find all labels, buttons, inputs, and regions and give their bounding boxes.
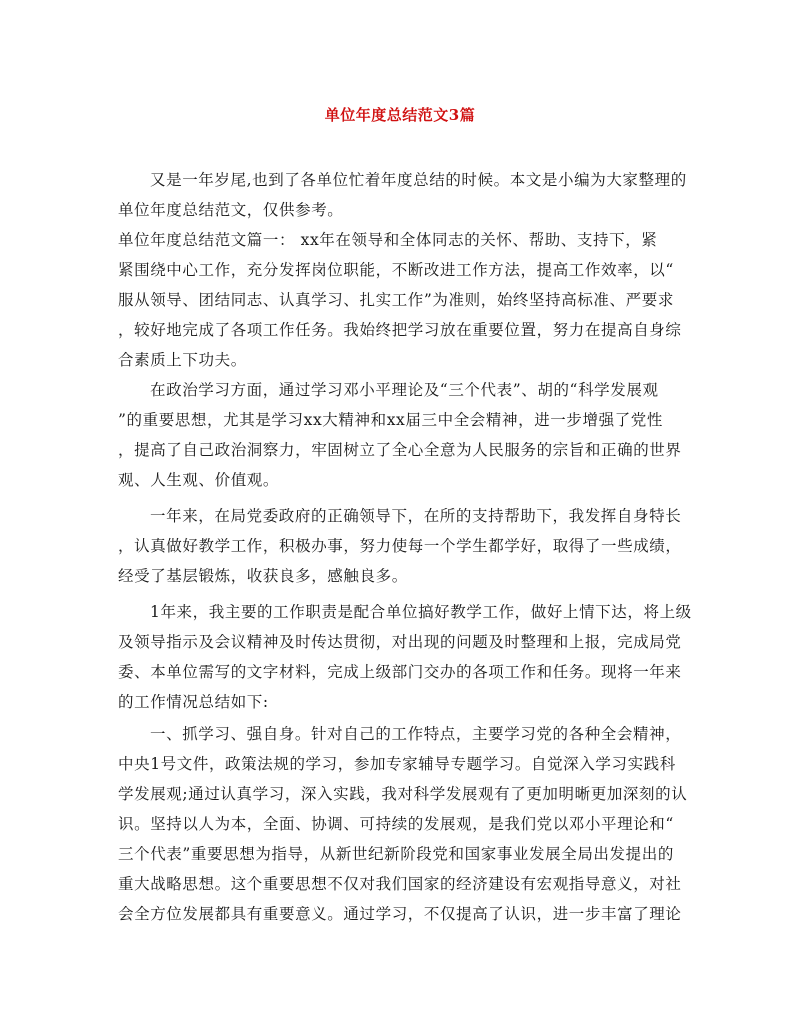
body-line: 在政治学习方面，通过学习邓小平理论及“三个代表”、胡的“科学发展观	[150, 381, 659, 399]
body-line: 及领导指示及会议精神及时传达贯彻，对出现的问题及时整理和上报，完成局党	[118, 633, 682, 651]
body-line: 一、抓学习、强自身。针对自己的工作特点，主要学习党的各种全会精神，	[150, 725, 682, 743]
body-line: 三个代表”重要思想为指导，从新世纪新阶段党和国家事业发展全局出发提出的	[118, 845, 674, 863]
body-line: ，提高了自己政治洞察力，牢固树立了全心全意为人民服务的宗旨和正确的世界	[118, 441, 682, 459]
body-line: ”的重要思想，尤其是学习xx大精神和xx届三中全会精神，进一步增强了党性	[118, 411, 663, 429]
body-line: 一年来，在局党委政府的正确领导下，在所的支持帮助下，我发挥自身特长	[150, 507, 682, 525]
body-line: ，较好地完成了各项工作任务。我始终把学习放在重要位置，努力在提高自身综	[118, 321, 682, 339]
body-line: 学发展观;通过认真学习，深入实践，我对科学发展观有了更加明晰更加深刻的认	[118, 785, 688, 803]
body-line: 经受了基层锻炼，收获良多，感触良多。	[118, 567, 408, 585]
body-line: 会全方位发展都具有重要意义。通过学习，不仅提高了认识，进一步丰富了理论	[118, 905, 682, 923]
body-line: 中央1号文件，政策法规的学习，参加专家辅导专题学习。自觉深入学习实践科	[118, 755, 676, 773]
body-line: 观、人生观、价值观。	[118, 471, 280, 489]
body-line: 的工作情况总结如下:	[118, 693, 269, 711]
document-title: 单位年度总结范文3篇	[324, 106, 476, 124]
body-line: 识。坚持以人为本，全面、协调、可持续的发展观，是我们党以邓小平理论和“	[118, 815, 674, 833]
body-line: 又是一年岁尾,也到了各单位忙着年度总结的时候。本文是小编为大家整理的	[150, 171, 687, 189]
body-line: 单位年度总结范文篇一： xx年在领导和全体同志的关怀、帮助、支持下，紧	[118, 231, 658, 249]
body-line: 合素质上下功夫。	[118, 351, 247, 369]
body-line: 紧围绕中心工作，充分发挥岗位职能，不断改进工作方法，提高工作效率，以“	[118, 261, 674, 279]
body-line: 单位年度总结范文，仅供参考。	[118, 201, 344, 219]
body-line: 1年来，我主要的工作职责是配合单位搞好教学工作，做好上情下达，将上级	[150, 603, 692, 621]
body-line: 重大战略思想。这个重要思想不仅对我们国家的经济建设有宏观指导意义，对社	[118, 875, 682, 893]
body-line: ，认真做好教学工作，积极办事，努力使每一个学生都学好，取得了一些成绩，	[118, 537, 682, 555]
body-line: 委、本单位需写的文字材料，完成上级部门交办的各项工作和任务。现将一年来	[118, 663, 682, 681]
body-line: 服从领导、团结同志、认真学习、扎实工作”为准则，始终坚持高标准、严要求	[118, 291, 674, 309]
